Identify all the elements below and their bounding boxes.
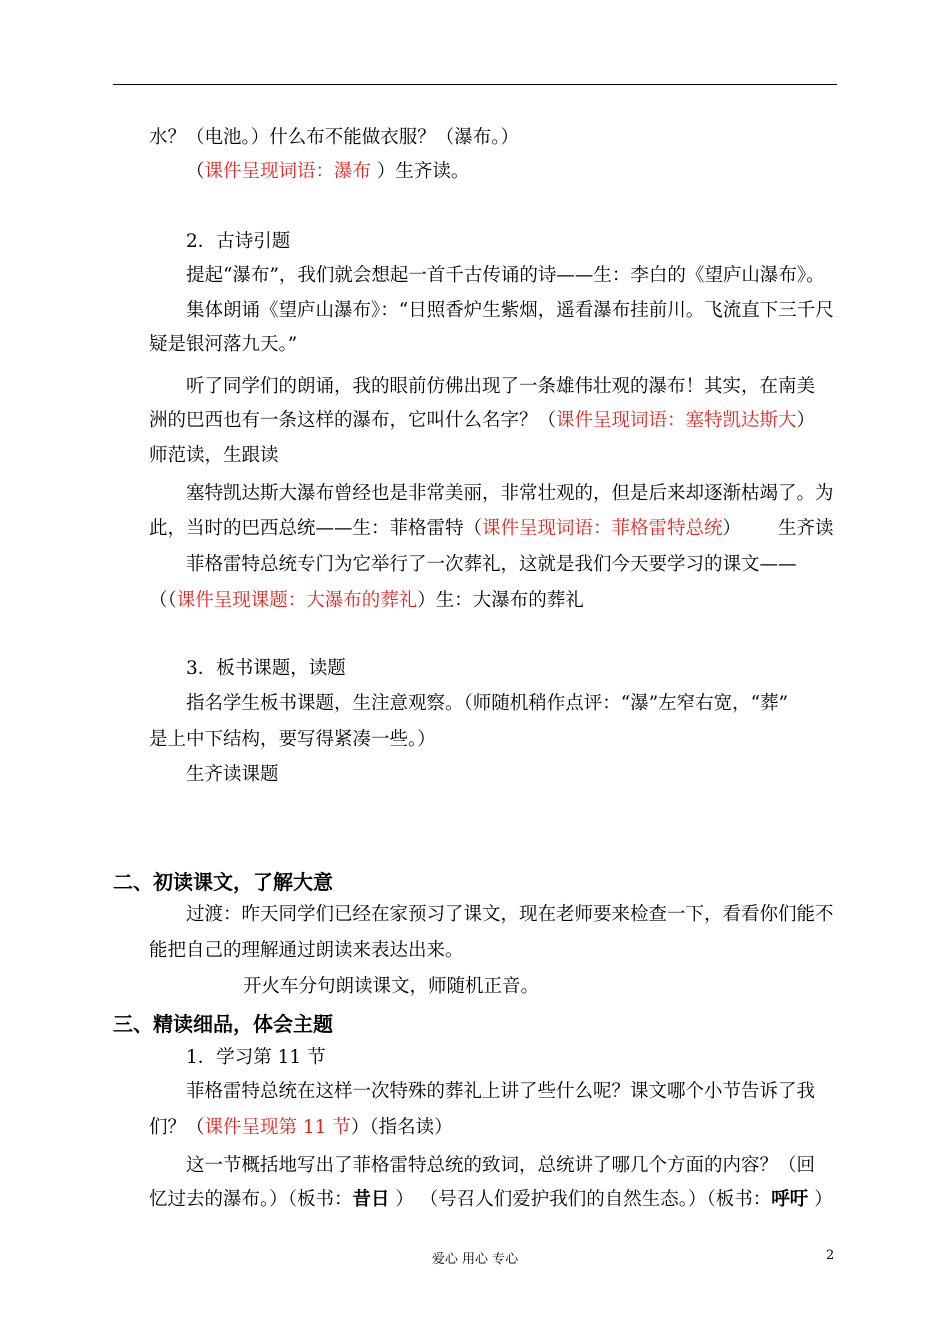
courseware-note: 课件呈现词语：塞特凯达斯大 <box>556 410 797 431</box>
board-note: 昔日 <box>352 1189 390 1210</box>
text: ） <box>796 410 816 431</box>
text: 3．板书课题，读题 <box>186 658 346 679</box>
text: 生齐读课题 <box>186 764 279 785</box>
text: 是上中下结构，要写得紧凑一些。） <box>149 729 436 750</box>
text: 洲的巴西也有一条这样的瀑布，它叫什么名字？（ <box>149 410 557 431</box>
text: ）生：大瀑布的葬礼 <box>417 590 584 611</box>
subheading <box>186 1045 326 1071</box>
paragraph-line <box>149 332 297 358</box>
paragraph-line <box>243 974 539 1000</box>
paragraph-line <box>149 938 464 964</box>
text: ）（指名读） <box>350 1117 453 1138</box>
text: 这一节概括地写出了菲格雷特总统的致词，总统讲了哪几个方面的内容？（回 <box>186 1155 816 1176</box>
paragraph-line <box>149 727 436 753</box>
courseware-note: 课件呈现第 11 节 <box>204 1117 351 1138</box>
page-number: 2 <box>826 1248 835 1263</box>
paragraph-line <box>149 588 584 614</box>
text: ）生齐读。 <box>371 161 470 182</box>
paragraph-line <box>186 374 815 400</box>
paragraph-line <box>186 1153 815 1179</box>
text: 生齐读 <box>778 518 834 539</box>
text: 师范读，生跟读 <box>149 445 279 466</box>
text: ） （号召人们爱护我们的自然生态。）（板书： <box>389 1189 772 1210</box>
paragraph-line <box>186 1079 815 1105</box>
text: 过渡：昨天同学们已经在家预习了课文，现在老师要来检查一下，看看你们能不 <box>186 904 834 925</box>
section-heading-2: 二、初读课文，了解大意 <box>113 870 333 894</box>
paragraph-line <box>149 408 815 434</box>
paragraph-line <box>186 762 279 788</box>
section-heading-3: 三、精读细品，体会主题 <box>113 1012 333 1036</box>
courseware-note: 课件呈现词语：瀑布 <box>204 161 372 182</box>
text: 能把自己的理解通过朗读来表达出来。 <box>149 940 464 961</box>
paragraph-line <box>149 1187 833 1213</box>
text: 指名学生板书课题，生注意观察。（师随机稍作点评：“瀑”左窄右宽，“葬” <box>186 693 789 714</box>
paragraph-line <box>149 125 519 151</box>
page-footer: 爱心 用心 专心 <box>431 1252 519 1267</box>
text: 疑是银河落九天。” <box>149 334 298 355</box>
text: ） <box>722 518 742 539</box>
text: 水？（电池。）什么布不能做衣服？（瀑布。） <box>149 127 520 148</box>
text: 提起“瀑布”，我们就会想起一首千古传诵的诗——生：李白的《望庐山瀑布》。 <box>186 265 825 286</box>
header-rule <box>113 84 837 85</box>
paragraph-line <box>186 691 788 717</box>
text: （（ <box>149 590 177 611</box>
text: 菲格雷特总统在这样一次特殊的葬礼上讲了些什么呢？课文哪个小节告诉了我 <box>186 1081 816 1102</box>
paragraph-line <box>186 263 825 289</box>
text: 塞特凯达斯大瀑布曾经也是非常美丽，非常壮观的，但是后来却逐渐枯竭了。为 <box>186 483 834 504</box>
text: ） <box>808 1189 833 1210</box>
paragraph-line <box>149 516 741 542</box>
subheading <box>186 229 290 255</box>
board-note: 呼吁 <box>771 1189 809 1210</box>
paragraph-line <box>149 1115 453 1141</box>
paragraph-line <box>186 159 469 185</box>
text: 们？（ <box>149 1117 205 1138</box>
subheading <box>186 656 346 682</box>
text: 听了同学们的朗诵，我的眼前仿佛出现了一条雄伟壮观的瀑布！其实，在南美 <box>186 376 816 397</box>
paragraph-line <box>149 443 279 469</box>
paragraph-line-tail <box>778 516 834 542</box>
text: 此，当时的巴西总统——生：菲格雷特（ <box>149 518 483 539</box>
courseware-note: 课件呈现词语：菲格雷特总统 <box>482 518 723 539</box>
text: 1．学习第 11 节 <box>186 1047 326 1068</box>
text: 2．古诗引题 <box>186 231 291 252</box>
paragraph-line <box>186 552 797 578</box>
text: （ <box>186 161 205 182</box>
courseware-note: 课件呈现课题：大瀑布的葬礼 <box>176 590 418 611</box>
text: 开火车分句朗读课文，师随机正音。 <box>243 976 540 997</box>
paragraph-line <box>186 902 834 928</box>
text: 忆过去的瀑布。）（板书： <box>149 1189 353 1210</box>
text: 集体朗诵《望庐山瀑布》：“日照香炉生紫烟，遥看瀑布挂前川。飞流直下三千尺 <box>186 300 834 321</box>
paragraph-line <box>186 481 834 507</box>
paragraph-line <box>186 298 834 324</box>
text: 菲格雷特总统专门为它举行了一次葬礼，这就是我们今天要学习的课文—— <box>186 554 797 575</box>
